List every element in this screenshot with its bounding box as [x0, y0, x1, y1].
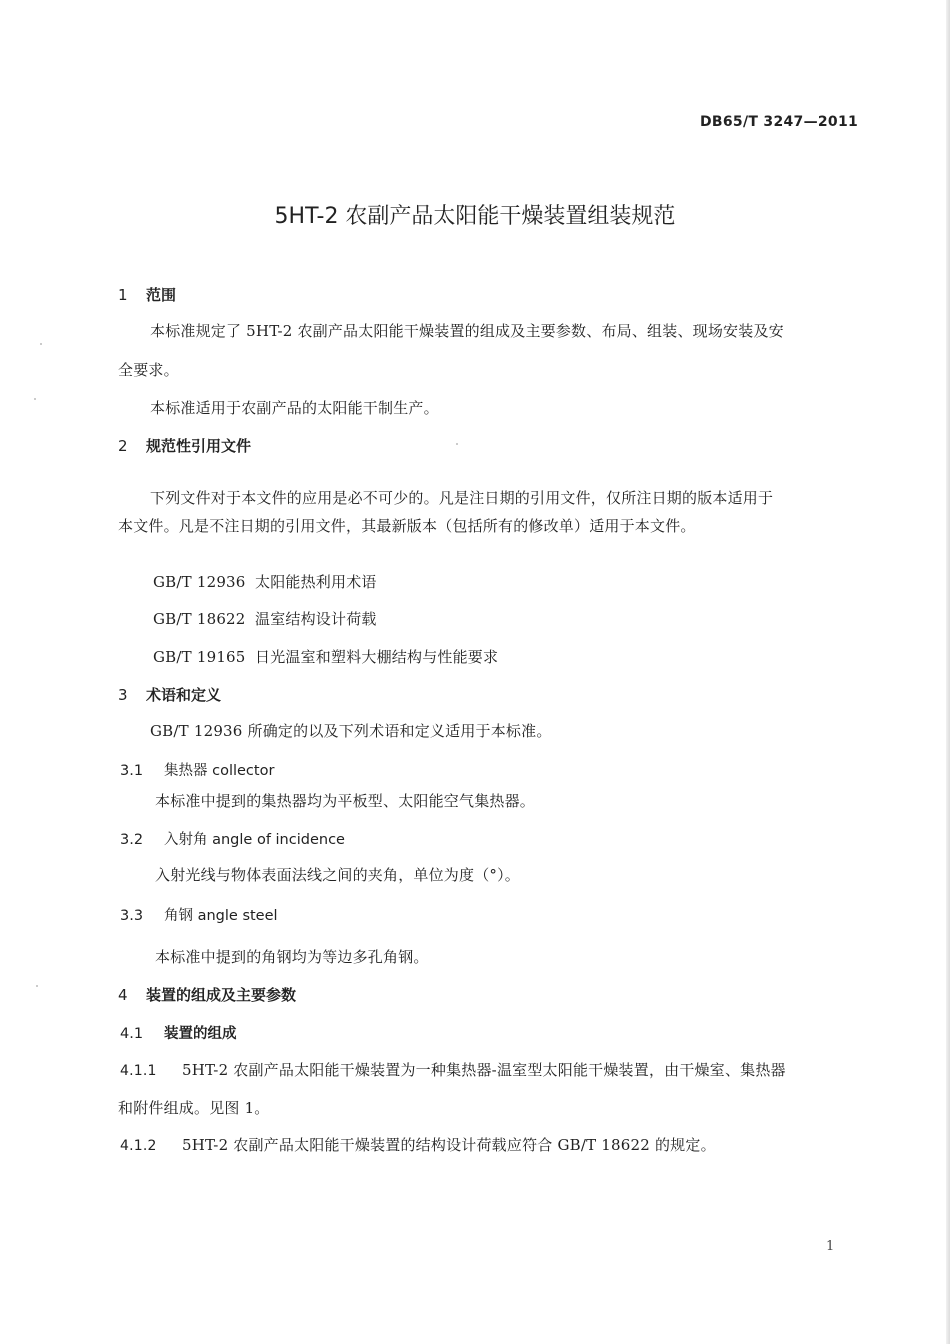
paragraph: 全要求。 — [118, 361, 179, 379]
clause-number: 4.1.2 — [120, 1138, 157, 1154]
term-3-2-heading — [120, 828, 345, 849]
term-definition: 入射光线与物体表面法线之间的夹角，单位为度（°）。 — [155, 866, 521, 884]
scan-speck — [456, 443, 458, 445]
section-title: 范围 — [146, 286, 177, 304]
clause-4-1-1 — [120, 1059, 786, 1080]
section-4-heading — [118, 984, 296, 1005]
term-3-3-heading — [120, 904, 278, 925]
term-title: 角钢 angle steel — [164, 908, 278, 924]
clause-number: 3.3 — [120, 908, 144, 924]
section-number: 2 — [118, 437, 128, 455]
section-number: 4 — [118, 986, 128, 1004]
clause-4-1-2 — [120, 1134, 716, 1155]
reference-name: 太阳能热利用术语 — [255, 573, 377, 591]
term-title: 入射角 angle of incidence — [164, 832, 345, 848]
subsection-4-1-heading — [120, 1022, 237, 1043]
reference-item — [153, 646, 498, 667]
reference-name: 日光温室和塑料大棚结构与性能要求 — [255, 648, 499, 666]
section-1-heading — [118, 284, 176, 305]
paragraph: 本文件。凡是不注日期的引用文件，其最新版本（包括所有的修改单）适用于本文件。 — [118, 517, 696, 535]
clause-text: 5HT-2 农副产品太阳能干燥装置为一种集热器-温室型太阳能干燥装置，由干燥室、集热器 — [182, 1061, 786, 1079]
clause-number: 3.2 — [120, 832, 144, 848]
document-title: 5HT-2 农副产品太阳能干燥装置组装规范 — [274, 204, 676, 229]
reference-item — [153, 608, 377, 629]
term-3-1-heading — [120, 759, 274, 780]
clause-number: 4.1.1 — [120, 1063, 157, 1079]
clause-text: 5HT-2 农副产品太阳能干燥装置的结构设计荷载应符合 GB/T 18622 的规定。 — [182, 1136, 716, 1154]
reference-item — [153, 571, 377, 592]
scan-speck — [40, 343, 42, 345]
reference-code: GB/T 18622 — [153, 610, 246, 628]
section-number: 1 — [118, 286, 128, 304]
section-3-heading — [118, 684, 221, 705]
paragraph: 和附件组成。见图 1。 — [118, 1099, 270, 1117]
reference-code: GB/T 12936 — [153, 573, 246, 591]
paragraph: 本标准规定了 5HT-2 农副产品太阳能干燥装置的组成及主要参数、布局、组装、现场安装及安 — [150, 322, 784, 340]
section-title: 术语和定义 — [146, 686, 222, 704]
term-title: 集热器 collector — [164, 763, 275, 779]
term-definition: 本标准中提到的集热器均为平板型、太阳能空气集热器。 — [155, 792, 536, 810]
paragraph: 本标准适用于农副产品的太阳能干制生产。 — [150, 399, 439, 417]
clause-number: 3.1 — [120, 763, 144, 779]
subsection-title: 装置的组成 — [164, 1026, 237, 1042]
section-title: 装置的组成及主要参数 — [146, 986, 297, 1004]
section-2-heading — [118, 435, 251, 456]
scan-speck — [36, 985, 38, 987]
page-number: 1 — [826, 1239, 835, 1254]
section-title: 规范性引用文件 — [146, 437, 252, 455]
scan-speck — [34, 398, 36, 400]
term-definition: 本标准中提到的角钢均为等边多孔角钢。 — [155, 948, 429, 966]
paragraph: 下列文件对于本文件的应用是必不可少的。凡是注日期的引用文件，仅所注日期的版本适用于 — [150, 489, 774, 507]
reference-code: GB/T 19165 — [153, 648, 246, 666]
paragraph: GB/T 12936 所确定的以及下列术语和定义适用于本标准。 — [150, 722, 552, 740]
standard-code: DB65/T 3247—2011 — [700, 114, 859, 130]
section-number: 3 — [118, 686, 128, 704]
clause-number: 4.1 — [120, 1026, 144, 1042]
reference-name: 温室结构设计荷载 — [255, 610, 377, 628]
